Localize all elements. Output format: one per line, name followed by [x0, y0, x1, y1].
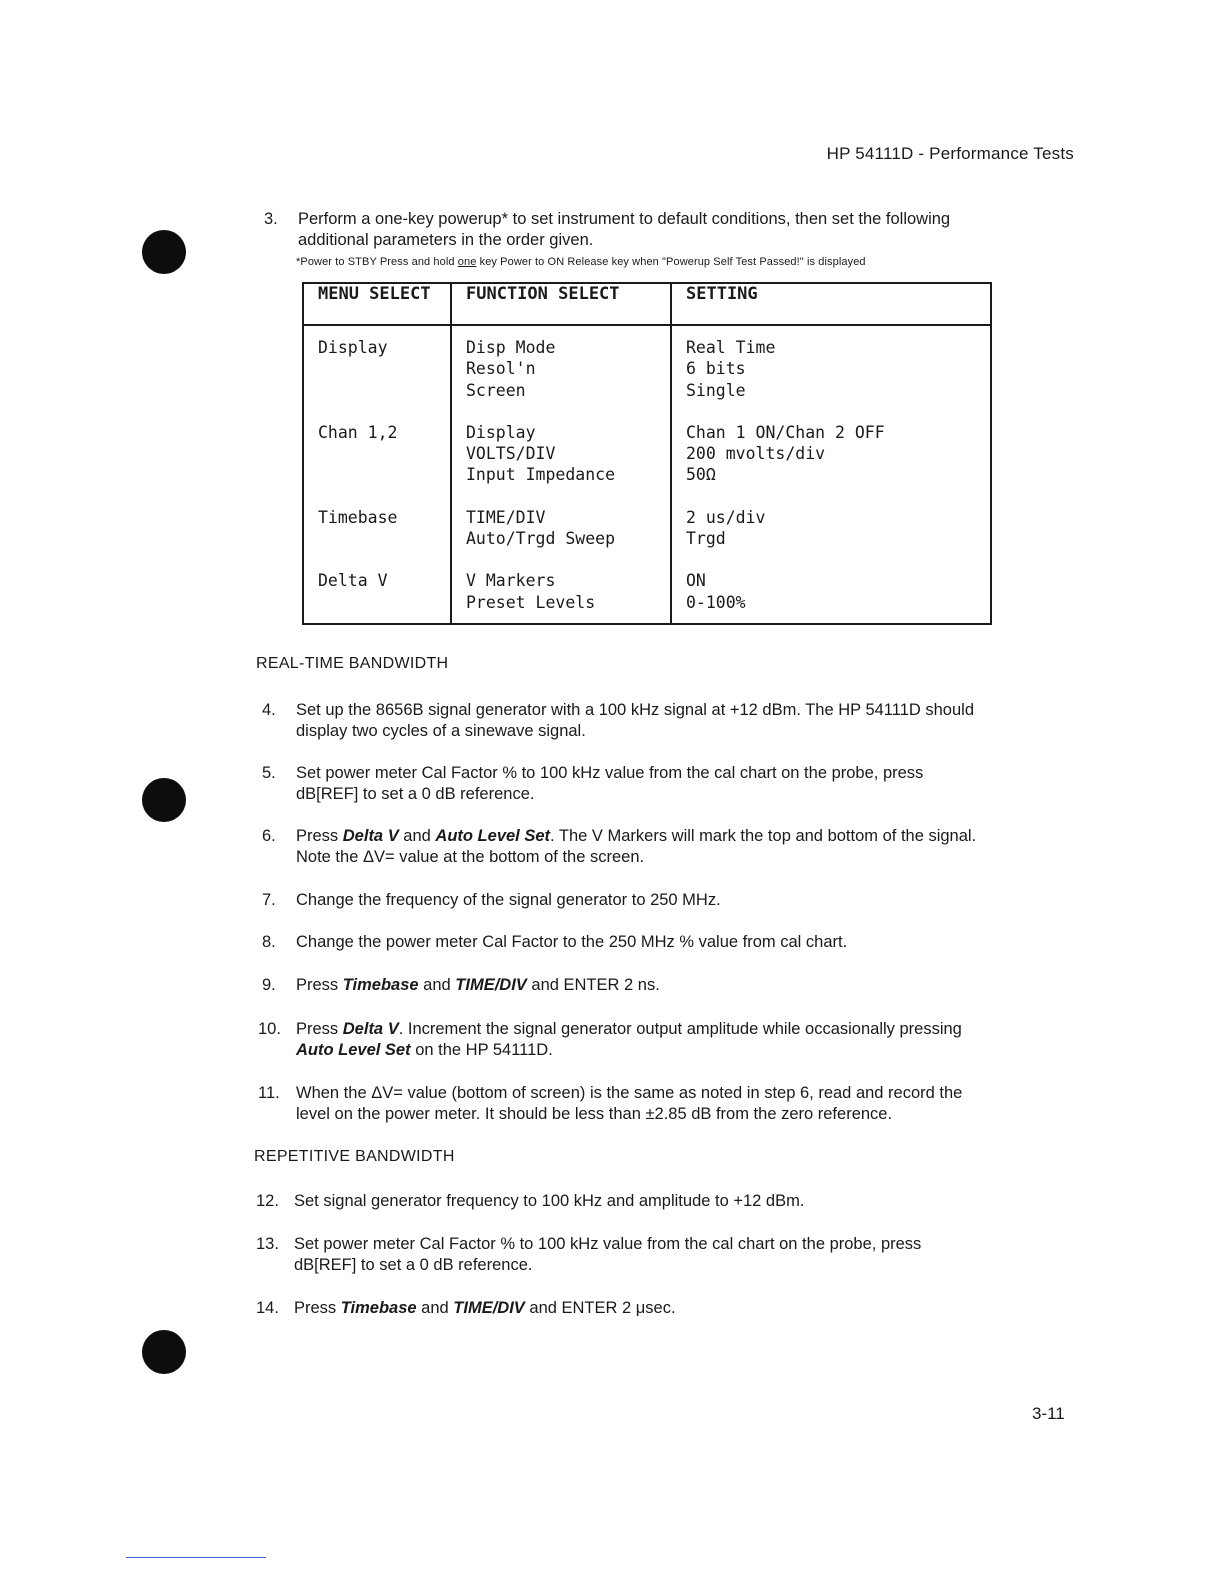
step-text-line: Set power meter Cal Factor % to 100 kHz value from the cal chart on the probe, press: [296, 764, 924, 782]
key-timebase: Timebase: [340, 1299, 417, 1317]
key-time-div: TIME/DIV: [455, 976, 527, 994]
key-delta-v: Delta V: [342, 827, 399, 845]
section-heading-realtime: REAL-TIME BANDWIDTH: [256, 655, 449, 672]
step-text-line: display two cycles of a sinewave signal.: [296, 722, 586, 740]
table-row: [303, 549, 991, 624]
step-text-line: Change the frequency of the signal generator to 250 MHz.: [296, 891, 721, 909]
step-text-line: level on the power meter. It should be less than ±2.85 dB from the zero reference.: [296, 1105, 893, 1123]
menu-select-cell: Delta V: [318, 571, 388, 591]
step-number: 5.: [262, 764, 276, 782]
step-number: 3.: [264, 210, 278, 228]
key-auto-level-set: Auto Level Set: [296, 1041, 411, 1059]
step-text-line: Press Timebase and TIME/DIV and ENTER 2 ns.: [296, 976, 660, 994]
column-header: SETTING: [671, 283, 991, 325]
section-heading-repetitive: REPETITIVE BANDWIDTH: [254, 1148, 455, 1165]
setting-cell: 6 bits: [686, 359, 746, 379]
menu-select-cell: Timebase: [318, 507, 398, 527]
step-number: 9.: [262, 976, 276, 994]
table-row: [303, 325, 991, 401]
setting-cell: 0-100%: [686, 592, 746, 612]
function-cell: Input Impedance: [466, 465, 616, 485]
key-auto-level-set: Auto Level Set: [435, 827, 551, 845]
table-header-row: [303, 283, 991, 325]
step-number: 13.: [256, 1235, 279, 1253]
step-text-line: dB[REF] to set a 0 dB reference.: [296, 785, 535, 803]
step-text-line: Press Timebase and TIME/DIV and ENTER 2 μsec.: [294, 1299, 676, 1317]
step-number: 10.: [258, 1020, 281, 1038]
step-text-line: Change the power meter Cal Factor to the 250 MHz % value from cal chart.: [296, 933, 848, 951]
step-number: 11.: [258, 1084, 280, 1102]
column-header: FUNCTION SELECT: [451, 283, 671, 325]
function-cell: VOLTS/DIV: [466, 444, 556, 464]
step-text-line: additional parameters in the order given.: [298, 231, 594, 249]
step-number: 7.: [262, 891, 276, 909]
function-cell: Screen: [466, 380, 526, 400]
step-number: 14.: [256, 1299, 279, 1317]
step-text-line: When the ΔV= value (bottom of screen) is the same as noted in step 6, read and record the: [296, 1084, 963, 1102]
setting-cell: 50Ω: [686, 465, 716, 485]
page-number: 3-11: [1032, 1404, 1065, 1423]
key-delta-v: Delta V: [342, 1020, 399, 1038]
binder-hole-bottom: [142, 1330, 186, 1374]
menu-select-cell: Chan 1,2: [318, 422, 398, 442]
function-cell: Auto/Trgd Sweep: [466, 529, 616, 549]
function-cell: V Markers: [466, 571, 556, 591]
step-text-line: Perform a one-key powerup* to set instrument to default conditions, then set the following: [298, 210, 951, 228]
step-text-line: Note the ΔV= value at the bottom of the screen.: [296, 848, 645, 866]
step-text-line: dB[REF] to set a 0 dB reference.: [294, 1256, 533, 1274]
step-text-line: Set signal generator frequency to 100 kHz and amplitude to +12 dBm.: [294, 1192, 805, 1210]
function-cell: Disp Mode: [466, 338, 556, 357]
setting-cell: ON: [686, 571, 706, 591]
step-number: 6.: [262, 827, 276, 845]
step-number: 4.: [262, 701, 276, 719]
step-number: 8.: [262, 933, 276, 951]
binder-hole-top: [142, 230, 186, 274]
bottom-rule: [126, 1557, 266, 1558]
settings-table: [302, 282, 992, 625]
menu-select-cell: Display: [318, 338, 388, 357]
setting-cell: Chan 1 ON/Chan 2 OFF: [686, 422, 885, 442]
setting-cell: Real Time: [686, 338, 776, 357]
step-text-line: Set power meter Cal Factor % to 100 kHz value from the cal chart on the probe, press: [294, 1235, 922, 1253]
table-row: [303, 401, 991, 486]
function-cell: Resol'n: [466, 359, 536, 379]
column-header: MENU SELECT: [303, 283, 451, 325]
step-text-line: Press Delta V. Increment the signal generator output amplitude while occasionally pressing: [296, 1020, 962, 1038]
binder-hole-middle: [142, 778, 186, 822]
setting-cell: 2 us/div: [686, 507, 766, 527]
table-row: [303, 486, 991, 550]
step-text-line: Press Delta V and Auto Level Set. The V Markers will mark the top and bottom of the signal.: [296, 827, 977, 845]
function-cell: Display: [466, 422, 536, 442]
setting-cell: 200 mvolts/div: [686, 444, 826, 464]
step-number: 12.: [256, 1192, 279, 1210]
powerup-footnote: *Power to STBY Press and hold one key Power to ON Release key when "Powerup Self Test Passed!" is displayed: [296, 256, 866, 268]
setting-cell: Single: [686, 380, 746, 400]
key-time-div: TIME/DIV: [453, 1299, 525, 1317]
setting-cell: Trgd: [686, 529, 726, 549]
step-text-line: Set up the 8656B signal generator with a 100 kHz signal at +12 dBm. The HP 54111D should: [296, 701, 975, 719]
key-timebase: Timebase: [342, 976, 419, 994]
step-text-line: Auto Level Set on the HP 54111D.: [296, 1041, 553, 1059]
page-header: HP 54111D - Performance Tests: [826, 144, 1074, 163]
function-cell: TIME/DIV: [466, 507, 546, 527]
function-cell: Preset Levels: [466, 592, 596, 612]
